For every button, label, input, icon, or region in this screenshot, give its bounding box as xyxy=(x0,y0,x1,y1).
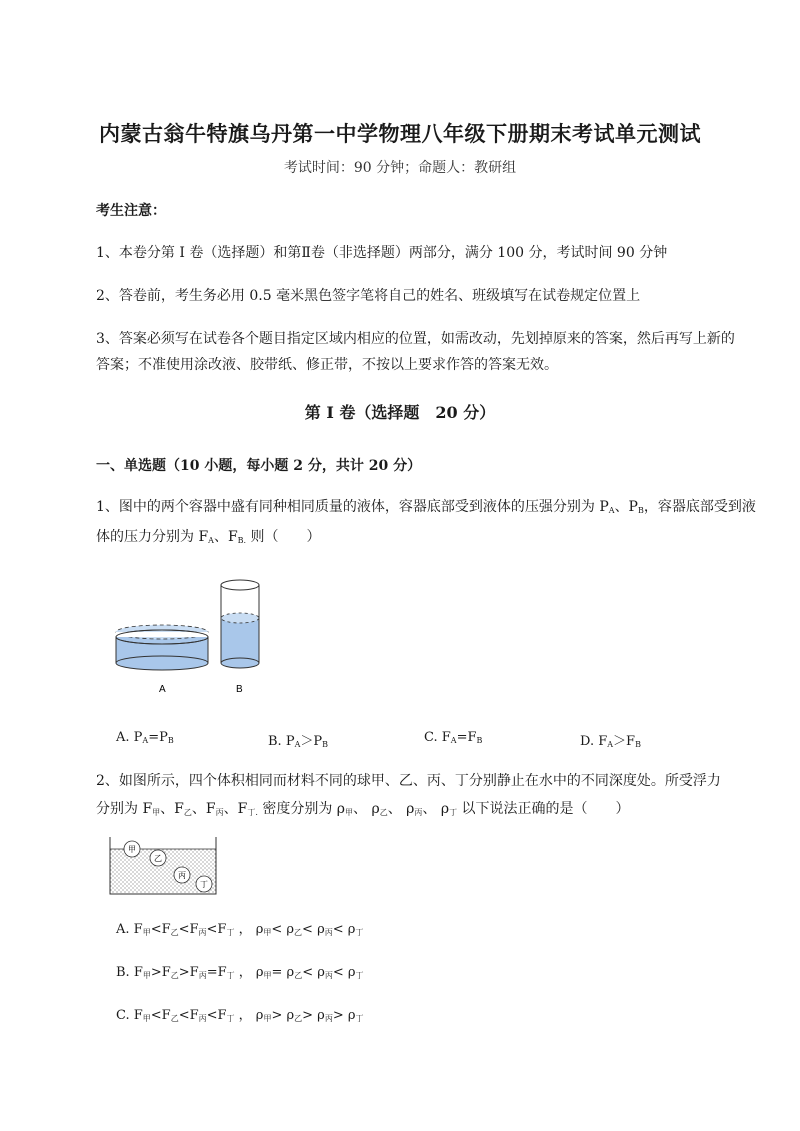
exam-subtitle: 考试时间：90 分钟；命题人：教研组 xyxy=(283,160,517,176)
notice-item-2: 2、答卷前，考生务必用 0.5 毫米黑色签字笔将自己的姓名、班级填写在试卷规定位置上 xyxy=(96,288,641,304)
svg-text:丙: 丙 xyxy=(178,871,186,880)
ball-ding xyxy=(196,876,212,892)
group-heading: 一、单选题（10 小题，每小题 2 分，共计 20 分） xyxy=(96,458,422,474)
water-tank-figure xyxy=(108,835,218,897)
section-title xyxy=(0,400,800,423)
label-a: A xyxy=(159,684,166,695)
option-1c[interactable]: C. $F_A=F_B$ xyxy=(424,730,483,745)
containers-figure xyxy=(108,575,278,700)
notice-item-3: 3、答案必须写在试卷各个题目指定区域内相应的位置，如需改动，先划掉原来的答案，然后再写上新的答案；不准使用涂改液、胶带纸、修正带，不按以上要求作答的答案无效。 xyxy=(96,331,735,373)
question-2-line-2: 分别为 $F_甲$、$F_乙$、$F_丙$、$F_{丁.}$ 密度分别为 $\rho_甲$、 $\rho_乙$、 $\rho_丙$、 $\rho_丁$ 以下说法正确的是（ ） xyxy=(96,801,630,817)
option-2b[interactable]: B. $F_甲>F_乙>F_丙=F_丁$ ， $\rho_甲= \rho_乙< \rho_丙< \rho_丁$ xyxy=(116,965,364,980)
exam-title: 内蒙古翁牛特旗乌丹第一中学物理八年级下册期末考试单元测试 xyxy=(99,121,701,146)
question-1-options xyxy=(116,730,776,750)
option-1b[interactable]: B. $P_A>P_B$ xyxy=(268,734,328,749)
section-label: 第 I 卷（选择题 xyxy=(304,403,420,422)
ball-jia xyxy=(124,841,140,857)
container-a xyxy=(116,625,208,670)
option-2a[interactable]: A. $F_甲<F_乙<F_丙<F_丁$ ， $\rho_甲< \rho_乙< \rho_丙< \rho_丁$ xyxy=(116,922,364,937)
notice-heading: 考生注意： xyxy=(96,203,166,219)
option-1a[interactable]: A. $P_A=P_B$ xyxy=(116,730,174,745)
svg-text:乙: 乙 xyxy=(154,854,162,863)
container-b xyxy=(221,580,259,668)
question-2-line-1: 2、如图所示，四个体积相同而材料不同的球甲、乙、丙、丁分别静止在水中的不同深度处。所受浮力 xyxy=(96,773,721,789)
question-1-text: 1、图中的两个容器中盛有同种相同质量的液体，容器底部受到液体的压强分别为 $P_A$、$P_B$，容器底部受到液体的压力分别为 $F_A$、$F_{B.}$ 则（ ） xyxy=(96,499,756,545)
option-2c[interactable]: C. $F_甲<F_乙<F_丙<F_丁$ ， $\rho_甲> \rho_乙> \rho_丙> \rho_丁$ xyxy=(116,1008,364,1023)
label-b: B xyxy=(236,684,243,695)
svg-text:丁: 丁 xyxy=(200,880,208,889)
ball-yi xyxy=(150,850,166,866)
ball-bing xyxy=(174,867,190,883)
section-score: 20 分） xyxy=(435,403,496,422)
notice-item-1: 1、本卷分第 I 卷（选择题）和第Ⅱ卷（非选择题）两部分，满分 100 分，考试时间 90 分钟 xyxy=(96,245,668,261)
option-1d[interactable]: D. $F_A>F_B$ xyxy=(580,734,641,749)
svg-text:甲: 甲 xyxy=(128,845,136,854)
